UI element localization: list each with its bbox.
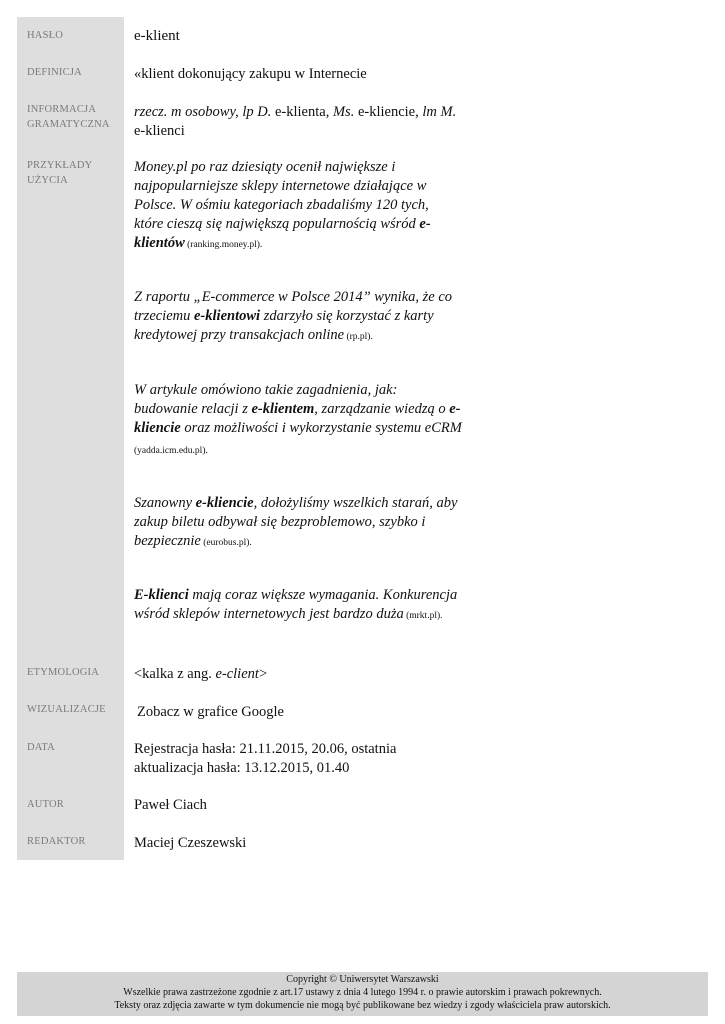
footer-rights: Wszelkie prawa zastrzeżone zgodnie z art.17 ustawy z dnia 4 lutego 1994 r. o prawie autorskim i prawach pokrewnych. <box>123 987 602 998</box>
example-3-text: W artykule omówiono takie zagadnienia, jak: budowanie relacji z <box>134 382 398 417</box>
etymology-prefix: <kalka z ang. <box>134 666 216 682</box>
date-registration: Rejestracja hasła: 21.11.2015, 20.06, ostatnia <box>134 741 397 757</box>
author: Paweł Ciach <box>134 797 207 813</box>
grammar-vocative-label: Ms. <box>332 104 355 120</box>
grammar-info <box>134 103 464 141</box>
example-1-text: Money.pl po raz dziesiąty ocenił największe i najpopularniejsze sklepy internetowe działające w Polsce. W ośmiu kategoriach zbadaliśmy 120 tych, które cieszą się największą popularnością wśród <box>134 159 429 232</box>
example-3-end: . <box>205 446 208 456</box>
example-3-text-mid: , zarządzanie wiedzą o <box>314 401 450 417</box>
etymology-suffix: > <box>258 666 268 682</box>
grammar-pos: rzecz. m osobowy, lp D. <box>134 104 272 120</box>
example-4 <box>134 494 459 553</box>
label-etymologia: ETYMOLOGIA <box>27 667 99 678</box>
etymology-word: e-client <box>215 666 259 682</box>
example-4-source: (eurobus.pl) <box>200 538 250 548</box>
dates <box>134 740 474 778</box>
grammar-vocative: e-kliencie, <box>354 104 423 120</box>
example-3-text-end: oraz możliwości i wykorzystanie systemu eCRM <box>180 420 462 436</box>
example-1-end: . <box>259 240 263 250</box>
example-1-keyword: e-klientów <box>134 216 431 251</box>
example-4-text-end: , dołożyliśmy wszelkich starań, aby zakup biletu odbywał się bezproblemowo, szybko i bezpiecznie <box>134 495 458 549</box>
example-2-end: . <box>370 332 373 342</box>
etymology <box>134 665 469 684</box>
google-images-link[interactable]: Zobacz w grafice Google <box>137 704 284 720</box>
label-wizualizacje: WIZUALIZACJE <box>27 704 106 715</box>
label-haslo: HASŁO <box>27 30 64 41</box>
example-3-keyword-1: e-klientem <box>251 401 315 417</box>
example-2 <box>134 288 459 347</box>
example-3 <box>134 381 464 461</box>
editor: Maciej Czeszewski <box>134 835 247 851</box>
label-column <box>17 17 124 860</box>
example-5-text: mają coraz większe wymagania. Konkurencja wśród sklepów internetowych jest bardzo duża <box>134 587 458 622</box>
example-5 <box>134 586 464 626</box>
label-redaktor: REDAKTOR <box>27 836 86 847</box>
label-informacja-gramatyczna: INFORMACJA GRAMATYCZNA <box>27 104 110 130</box>
example-2-keyword: e-klientowi <box>194 308 261 324</box>
example-4-keyword: e-kliencie <box>195 495 254 511</box>
date-update: aktualizacja hasła: 13.12.2015, 01.40 <box>134 760 350 776</box>
label-definicja: DEFINICJA <box>27 67 82 78</box>
footer-copyright: Copyright © Uniwersytet Warszawski <box>286 974 439 985</box>
example-4-text: Szanowny <box>134 495 196 511</box>
example-1-source: (ranking.money.pl) <box>184 240 260 250</box>
label-autor: AUTOR <box>27 799 64 810</box>
example-5-end: . <box>440 611 443 621</box>
definition: «klient dokonujący zakupu w Internecie <box>134 66 367 82</box>
example-2-text: Z raportu „E-commerce w Polsce 2014” wynika, że co trzeciemu <box>134 289 453 324</box>
example-4-end: . <box>249 538 252 548</box>
example-5-keyword: E-klienci <box>134 587 189 603</box>
footer-notice: Teksty oraz zdjęcia zawarte w tym dokumencie nie mogą być publikowane bez wiedzy i zgody właściciela praw autorskich. <box>114 1000 611 1011</box>
example-2-text-end: zdarzyło się korzystać z karty kredytowej przy transakcjach online <box>134 308 434 343</box>
label-data: DATA <box>27 742 55 753</box>
grammar-plural-label: lm M. <box>422 104 457 120</box>
example-2-source: (rp.pl) <box>344 332 371 342</box>
example-3-source: (yadda.icm.edu.pl) <box>134 446 206 456</box>
headword: e-klient <box>134 28 180 44</box>
label-przyklady-uzycia: PRZYKŁADY UŻYCIA <box>27 160 92 186</box>
grammar-genitive: e-klienta, <box>271 104 333 120</box>
copyright-footer <box>17 972 708 1016</box>
example-1 <box>134 158 459 255</box>
example-5-source: (mrkt.pl) <box>403 611 441 621</box>
example-3-keyword-2: e-kliencie <box>134 401 461 436</box>
grammar-plural: e-klienci <box>134 123 185 139</box>
